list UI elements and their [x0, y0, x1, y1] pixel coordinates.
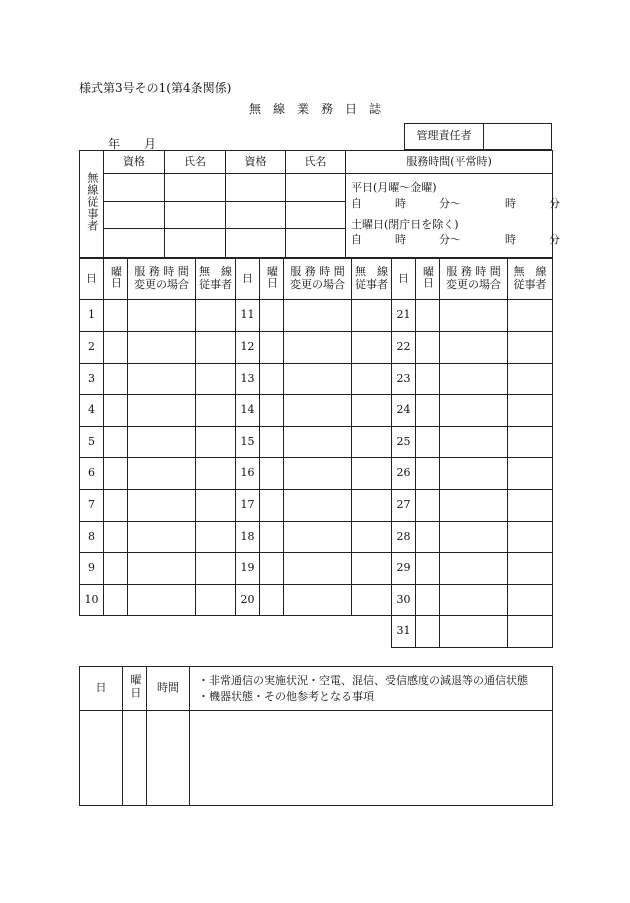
weekday-cell[interactable]	[416, 616, 440, 648]
service-change-cell[interactable]	[440, 300, 508, 332]
operator-cell[interactable]	[352, 364, 392, 395]
weekday-cell[interactable]	[104, 490, 128, 522]
operator-cell[interactable]	[508, 458, 553, 490]
weekday-cell[interactable]	[416, 585, 440, 616]
operator-cell[interactable]	[196, 553, 236, 585]
day-number: 25	[392, 427, 416, 458]
weekday-cell[interactable]	[104, 522, 128, 553]
manager-table	[404, 123, 552, 150]
weekday-cell[interactable]	[260, 364, 284, 395]
day-number: 29	[392, 553, 416, 585]
service-change-cell[interactable]	[440, 616, 508, 648]
service-change-cell[interactable]	[284, 364, 352, 395]
service-time-header: 服務時間(平常時)	[346, 151, 553, 174]
service-change-cell[interactable]	[284, 522, 352, 553]
qual-header-1: 資格	[104, 151, 165, 174]
service-change-cell[interactable]	[440, 395, 508, 427]
operator-cell[interactable]	[508, 332, 553, 364]
page-title: 無 線 業 務 日 誌	[248, 102, 381, 116]
log-row	[80, 616, 553, 648]
operator-cell[interactable]	[352, 522, 392, 553]
operator-cell[interactable]	[508, 490, 553, 522]
service-change-cell[interactable]	[284, 332, 352, 364]
service-change-cell[interactable]	[440, 427, 508, 458]
year-month-label: 年 月	[108, 137, 157, 151]
notes-text-cell[interactable]	[190, 711, 553, 806]
day-number: 2	[80, 332, 104, 364]
staff-table	[79, 150, 560, 258]
day-number: 18	[236, 522, 260, 553]
weekday-cell[interactable]	[260, 332, 284, 364]
operator-cell[interactable]	[352, 553, 392, 585]
service-change-cell[interactable]	[128, 585, 196, 616]
day-number: 31	[392, 616, 416, 648]
weekday-header: 曜日	[416, 259, 440, 300]
day-number: 11	[236, 300, 260, 332]
weekday-cell[interactable]	[416, 300, 440, 332]
weekday-cell[interactable]	[104, 300, 128, 332]
notes-description-header	[190, 667, 553, 711]
empty-area	[80, 616, 236, 648]
operator-cell[interactable]	[196, 364, 236, 395]
log-row	[80, 332, 553, 364]
saturday-time: 自 時 分～ 時 分	[351, 232, 560, 246]
service-change-cell[interactable]	[128, 364, 196, 395]
weekday-time: 自 時 分～ 時 分	[351, 196, 560, 210]
day-number: 27	[392, 490, 416, 522]
weekday-cell[interactable]	[260, 427, 284, 458]
notes-desc-line-2: ・機器状態・その他参考となる事項	[198, 689, 374, 703]
service-change-cell[interactable]	[284, 585, 352, 616]
operator-cell[interactable]	[508, 585, 553, 616]
service-change-cell[interactable]	[284, 490, 352, 522]
day-number: 13	[236, 364, 260, 395]
service-change-header: 服 務 時 間 変更の場合	[128, 259, 196, 300]
log-header-row	[80, 259, 553, 300]
operator-header: 無 線 従事者	[352, 259, 392, 300]
service-change-cell[interactable]	[284, 427, 352, 458]
log-row	[80, 458, 553, 490]
weekday-cell[interactable]	[416, 553, 440, 585]
day-number: 20	[236, 585, 260, 616]
name-cell[interactable]	[165, 174, 226, 202]
operator-cell[interactable]	[196, 585, 236, 616]
notes-time-cell[interactable]	[147, 711, 190, 806]
day-number: 30	[392, 585, 416, 616]
day-number: 22	[392, 332, 416, 364]
operator-cell[interactable]	[352, 490, 392, 522]
service-change-cell[interactable]	[284, 458, 352, 490]
weekday-cell[interactable]	[416, 458, 440, 490]
form-code: 様式第3号その1(第4条関係)	[79, 81, 232, 95]
day-number: 12	[236, 332, 260, 364]
saturday-label: 土曜日(閉庁日を除く)	[351, 217, 459, 231]
day-number: 21	[392, 300, 416, 332]
service-change-cell[interactable]	[128, 458, 196, 490]
service-change-cell[interactable]	[128, 427, 196, 458]
day-number: 3	[80, 364, 104, 395]
day-number: 7	[80, 490, 104, 522]
day-number: 23	[392, 364, 416, 395]
notes-weekday-cell[interactable]	[123, 711, 147, 806]
service-change-cell[interactable]	[128, 490, 196, 522]
weekday-cell[interactable]	[260, 490, 284, 522]
operator-cell[interactable]	[352, 585, 392, 616]
name-cell[interactable]	[286, 174, 346, 202]
operator-cell[interactable]	[508, 616, 553, 648]
weekday-cell[interactable]	[104, 458, 128, 490]
weekday-cell[interactable]	[260, 395, 284, 427]
notes-table	[79, 666, 553, 806]
service-change-cell[interactable]	[128, 522, 196, 553]
day-number: 19	[236, 553, 260, 585]
operator-cell[interactable]	[196, 332, 236, 364]
operator-cell[interactable]	[508, 522, 553, 553]
empty-area	[236, 616, 392, 648]
service-change-cell[interactable]	[440, 522, 508, 553]
operator-header: 無 線 従事者	[196, 259, 236, 300]
qual-cell[interactable]	[104, 201, 165, 229]
name-cell[interactable]	[286, 229, 346, 258]
name-cell[interactable]	[286, 201, 346, 229]
log-row	[80, 490, 553, 522]
service-change-cell[interactable]	[440, 332, 508, 364]
weekday-cell[interactable]	[260, 553, 284, 585]
service-change-cell[interactable]	[128, 395, 196, 427]
log-row	[80, 522, 553, 553]
weekday-cell[interactable]	[260, 585, 284, 616]
day-number: 10	[80, 585, 104, 616]
service-change-header: 服 務 時 間 変更の場合	[440, 259, 508, 300]
name-header-1: 氏名	[165, 151, 226, 174]
day-number: 26	[392, 458, 416, 490]
operator-cell[interactable]	[352, 300, 392, 332]
name-cell[interactable]	[165, 201, 226, 229]
notes-day-cell[interactable]	[80, 711, 123, 806]
day-number: 1	[80, 300, 104, 332]
operator-cell[interactable]	[508, 553, 553, 585]
weekday-cell[interactable]	[104, 332, 128, 364]
service-change-cell[interactable]	[440, 364, 508, 395]
service-change-cell[interactable]	[440, 585, 508, 616]
day-number: 17	[236, 490, 260, 522]
weekday-cell[interactable]	[104, 364, 128, 395]
operator-cell[interactable]	[508, 427, 553, 458]
notes-day-header: 日	[80, 667, 123, 711]
day-number: 5	[80, 427, 104, 458]
weekday-cell[interactable]	[416, 427, 440, 458]
qual-cell[interactable]	[226, 174, 286, 202]
qual-cell[interactable]	[226, 201, 286, 229]
weekday-cell[interactable]	[260, 300, 284, 332]
operator-cell[interactable]	[508, 364, 553, 395]
weekday-cell[interactable]	[104, 585, 128, 616]
service-change-cell[interactable]	[284, 300, 352, 332]
operator-cell[interactable]	[352, 332, 392, 364]
weekday-cell[interactable]	[260, 522, 284, 553]
log-row	[80, 427, 553, 458]
staff-side-label: 無線従事者	[80, 151, 104, 258]
daily-log-table	[79, 258, 553, 648]
operator-cell[interactable]	[196, 522, 236, 553]
day-number: 8	[80, 522, 104, 553]
name-header-2: 氏名	[286, 151, 346, 174]
day-number: 24	[392, 395, 416, 427]
log-row	[80, 553, 553, 585]
service-change-cell[interactable]	[284, 553, 352, 585]
log-row	[80, 364, 553, 395]
log-row	[80, 585, 553, 616]
service-change-cell[interactable]	[128, 332, 196, 364]
weekday-cell[interactable]	[104, 553, 128, 585]
operator-cell[interactable]	[352, 395, 392, 427]
operator-cell[interactable]	[352, 458, 392, 490]
service-change-cell[interactable]	[128, 553, 196, 585]
name-cell[interactable]	[165, 229, 226, 258]
operator-cell[interactable]	[196, 395, 236, 427]
qual-cell[interactable]	[226, 229, 286, 258]
service-change-cell[interactable]	[284, 395, 352, 427]
operator-cell[interactable]	[196, 300, 236, 332]
day-header: 日	[80, 259, 104, 300]
operator-cell[interactable]	[196, 427, 236, 458]
day-number: 16	[236, 458, 260, 490]
operator-cell[interactable]	[196, 458, 236, 490]
operator-cell[interactable]	[508, 395, 553, 427]
operator-cell[interactable]	[352, 427, 392, 458]
day-number: 6	[80, 458, 104, 490]
weekday-header: 曜日	[104, 259, 128, 300]
manager-label: 管理責任者	[405, 124, 484, 150]
day-number: 9	[80, 553, 104, 585]
weekday-cell[interactable]	[260, 458, 284, 490]
weekday-cell[interactable]	[104, 427, 128, 458]
service-change-cell[interactable]	[128, 300, 196, 332]
day-header: 日	[236, 259, 260, 300]
qual-header-2: 資格	[226, 151, 286, 174]
day-number: 4	[80, 395, 104, 427]
day-number: 15	[236, 427, 260, 458]
weekday-header: 曜日	[260, 259, 284, 300]
operator-cell[interactable]	[196, 490, 236, 522]
notes-time-header: 時間	[147, 667, 190, 711]
weekday-label: 平日(月曜～金曜)	[351, 181, 437, 195]
service-change-cell[interactable]	[440, 458, 508, 490]
service-change-cell[interactable]	[440, 553, 508, 585]
weekday-cell[interactable]	[416, 395, 440, 427]
day-number: 28	[392, 522, 416, 553]
weekday-cell[interactable]	[416, 332, 440, 364]
weekday-cell[interactable]	[104, 395, 128, 427]
operator-header: 無 線 従事者	[508, 259, 553, 300]
qual-cell[interactable]	[104, 174, 165, 202]
log-row	[80, 395, 553, 427]
manager-field[interactable]	[484, 124, 552, 150]
day-header: 日	[392, 259, 416, 300]
service-time-cell	[346, 174, 560, 258]
weekday-cell[interactable]	[416, 364, 440, 395]
qual-cell[interactable]	[104, 229, 165, 258]
notes-desc-line-1: ・非常通信の実施状況・空電、混信、受信感度の減退等の通信状態	[198, 673, 528, 687]
day-number: 14	[236, 395, 260, 427]
notes-weekday-header: 曜日	[123, 667, 147, 711]
weekday-cell[interactable]	[416, 490, 440, 522]
service-change-cell[interactable]	[440, 490, 508, 522]
weekday-cell[interactable]	[416, 522, 440, 553]
operator-cell[interactable]	[508, 300, 553, 332]
log-row	[80, 300, 553, 332]
service-change-header: 服 務 時 間 変更の場合	[284, 259, 352, 300]
